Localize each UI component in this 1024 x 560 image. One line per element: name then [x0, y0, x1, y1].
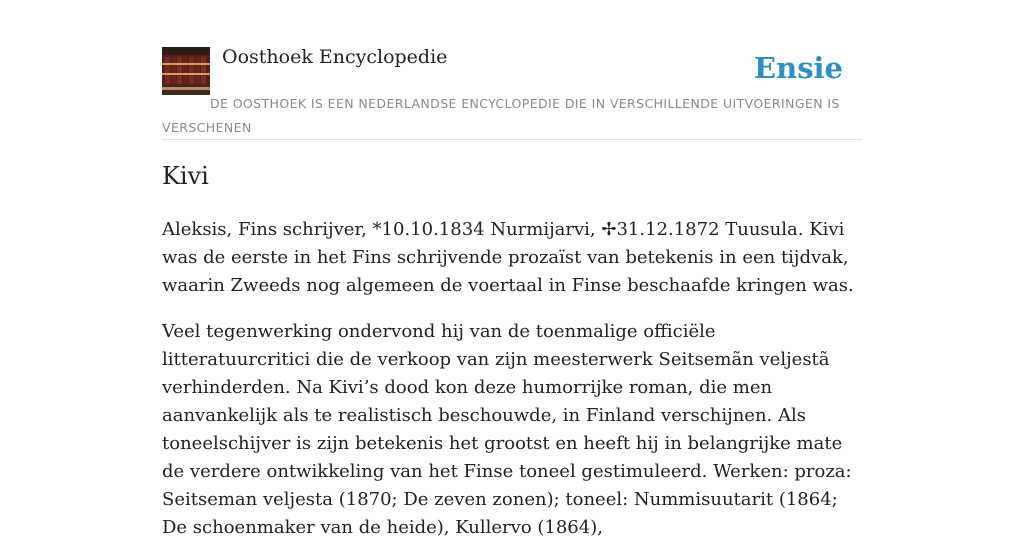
article-body: [162, 216, 862, 560]
encyclopedia-books-icon: [162, 47, 210, 95]
site-name[interactable]: Oosthoek Encyclopedie: [222, 46, 448, 68]
header-divider: [162, 139, 862, 140]
article-paragraph: Aleksis, Fins schrijver, *10.10.1834 Nurmijarvi, ✢31.12.1872 Tuusula. Kivi was de eerste in het Fins schrijvende prozaïst van betekenis in een tijdvak, waarin Zweeds nog algemeen de voertaal in Finse beschaafde kringen was.: [162, 219, 854, 296]
brand-logo[interactable]: Ensie: [754, 51, 843, 85]
site-tagline: DE OOSTHOEK IS EEN NEDERLANDSE ENCYCLOPEDIE DIE IN VERSCHILLENDE UITVOERINGEN IS VERSCHENEN: [162, 96, 840, 135]
article-paragraph: Veel tegenwerking ondervond hij van de toenmalige officiële litteratuurcritici die de verkoop van zijn meesterwerk Seitsemãn veljestã verhinderden. Na Kivi’s dood kon deze humorrijke roman, die men aanvankelijk als te realistisch beschouwde, in Finland verschijnen. Als toneelschijver is zijn betekenis het grootst en heeft hij in belangrijke mate de verdere ontwikkeling van het Finse toneel gestimuleerd. Werken: proza: Seitseman veljesta (1870; De zeven zonen); toneel: Nummisuutarit (1864; De schoenmaker van de heide), Kullervo (1864),: [162, 321, 852, 538]
avatar[interactable]: [162, 47, 210, 95]
article-title: Kivi: [162, 162, 209, 190]
